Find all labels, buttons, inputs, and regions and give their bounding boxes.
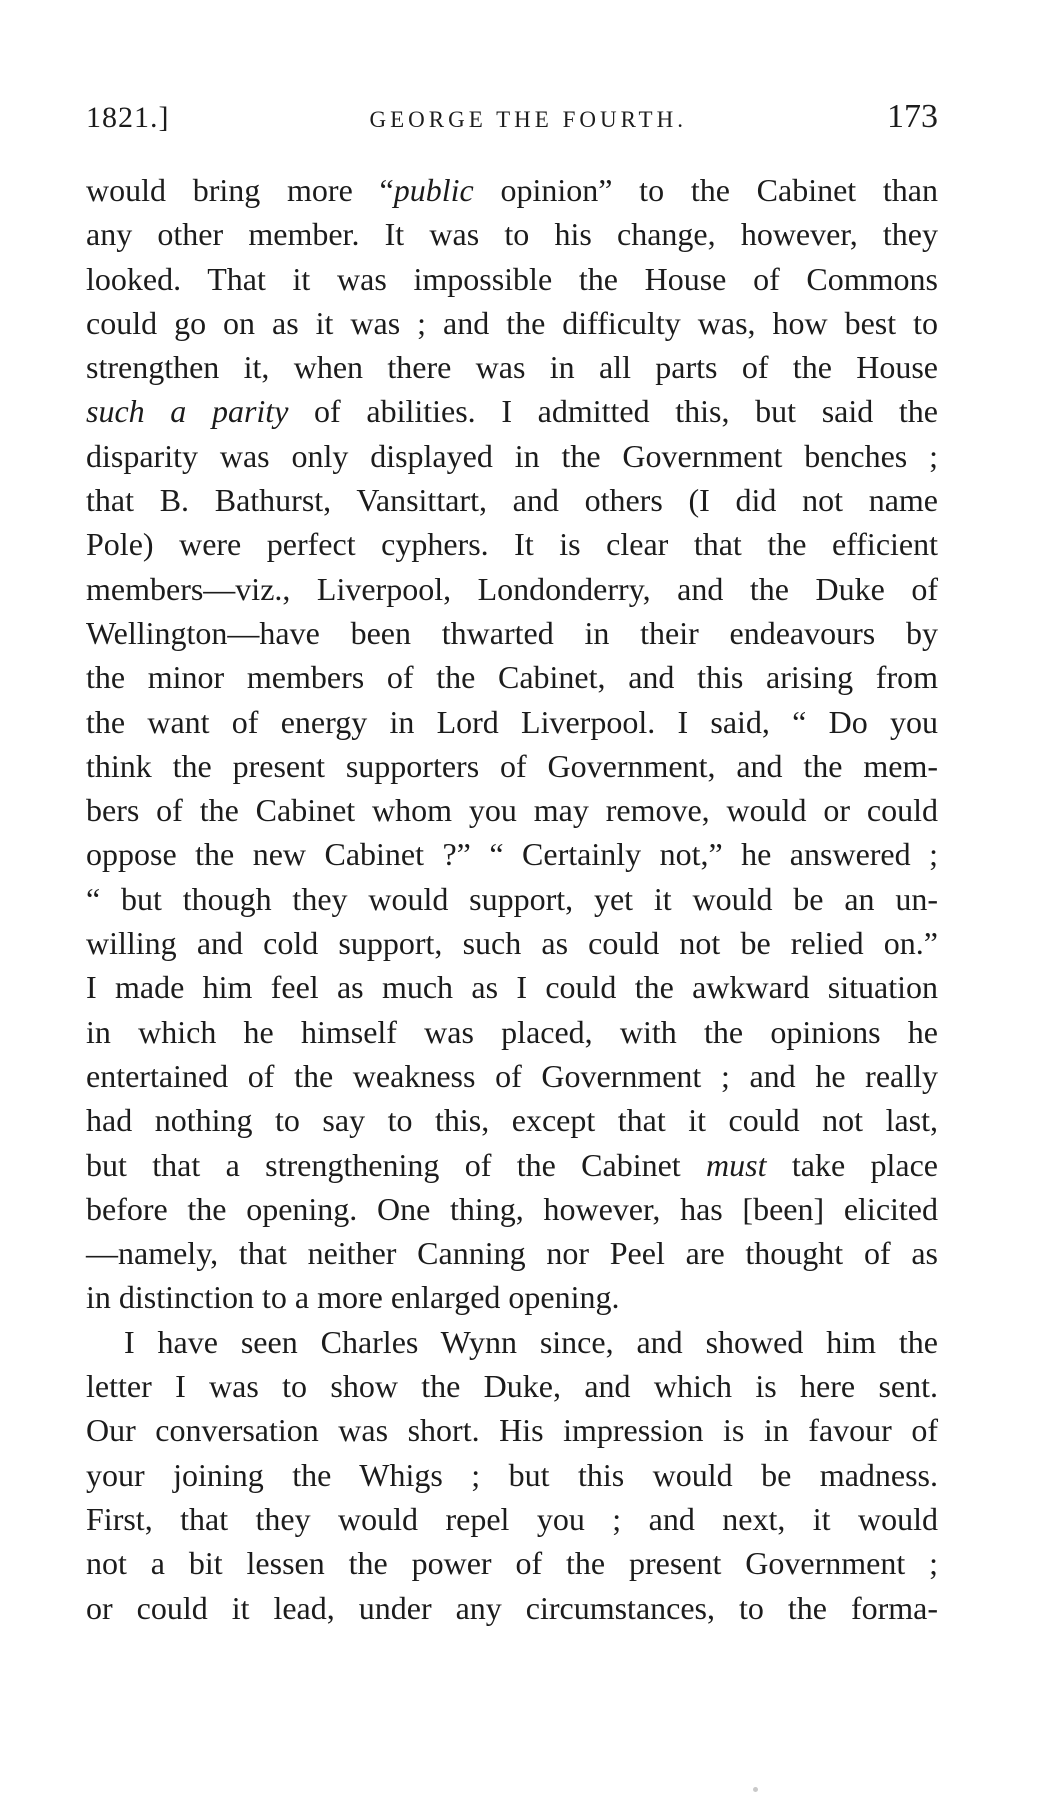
text-line: or could it lead, under any circumstances, to the forma- [86, 1589, 938, 1626]
text-line [86, 168, 938, 212]
header-date: 1821.] [86, 101, 170, 134]
text-line: I have seen Charles Wynn since, and showed him the [124, 1323, 938, 1360]
text-line: that B. Bathurst, Vansittart, and others (I did not name [86, 482, 938, 519]
text-line: bers of the Cabinet whom you may remove, would or could [86, 792, 938, 829]
text-segment: but that a strengthening of the Cabinet [86, 1146, 707, 1183]
text-line: had nothing to say to this, except that it could not last, [86, 1102, 938, 1139]
text-line: letter I was to show the Duke, and which is here sent. [86, 1368, 938, 1405]
text-line: strengthen it, when there was in all parts of the House [86, 349, 938, 386]
text-segment: would bring more “ [86, 172, 394, 208]
text-line: in distinction to a more enlarged opening. [86, 1279, 620, 1316]
text-line: before the opening. One thing, however, has [been] elicited [86, 1190, 938, 1227]
text-segment: take place [766, 1146, 939, 1183]
text-segment: opinion” to the Cabinet than [473, 172, 939, 208]
text-line: think the present supporters of Government, and the mem- [86, 747, 938, 784]
text-line [86, 389, 938, 433]
text-line: entertained of the weakness of Government ; and he really [86, 1057, 938, 1094]
text-line: First, that they would repel you ; and next, it would [86, 1500, 938, 1537]
italic-segment: public [393, 172, 474, 208]
speck-mark [753, 1787, 758, 1792]
italic-segment: must [706, 1146, 767, 1183]
text-line: I made him feel as much as I could the awkward situation [86, 969, 938, 1006]
text-line: in which he himself was placed, with the opinions he [86, 1013, 938, 1050]
text-line: —namely, that neither Canning nor Peel are thought of as [86, 1235, 938, 1272]
running-head [86, 98, 938, 142]
text-line: looked. That it was impossible the House of Commons [86, 260, 938, 297]
text-line [86, 1143, 938, 1187]
text-segment: of abilities. I admitted this, but said the [288, 393, 939, 430]
text-line: Pole) were perfect cyphers. It is clear that the efficient [86, 526, 938, 563]
text-line: willing and cold support, such as could not be relied on.” [86, 925, 938, 962]
text-line: could go on as it was ; and the difficulty was, how best to [86, 304, 938, 341]
text-line: the minor members of the Cabinet, and this arising from [86, 659, 938, 696]
text-line: disparity was only displayed in the Government benches ; [86, 437, 938, 474]
text-line: oppose the new Cabinet ?” “ Certainly not,” he answered ; [86, 836, 938, 873]
italic-segment: such a parity [86, 393, 289, 430]
page-number: 173 [886, 98, 938, 135]
text-line: Our conversation was short. His impression is in favour of [86, 1412, 938, 1449]
text-line: Wellington—have been thwarted in their endeavours by [86, 614, 938, 651]
text-line: any other member. It was to his change, however, they [86, 216, 938, 253]
text-line: not a bit lessen the power of the present Government ; [86, 1545, 938, 1582]
text-line: members—viz., Liverpool, Londonderry, and the Duke of [86, 570, 938, 607]
text-line: “ but though they would support, yet it would be an un- [86, 880, 938, 917]
text-line: the want of energy in Lord Liverpool. I said, “ Do you [86, 703, 938, 740]
body-text [86, 168, 938, 1630]
header-title: GEORGE THE FOURTH. [369, 107, 687, 132]
text-line: your joining the Whigs ; but this would be madness. [86, 1456, 938, 1493]
